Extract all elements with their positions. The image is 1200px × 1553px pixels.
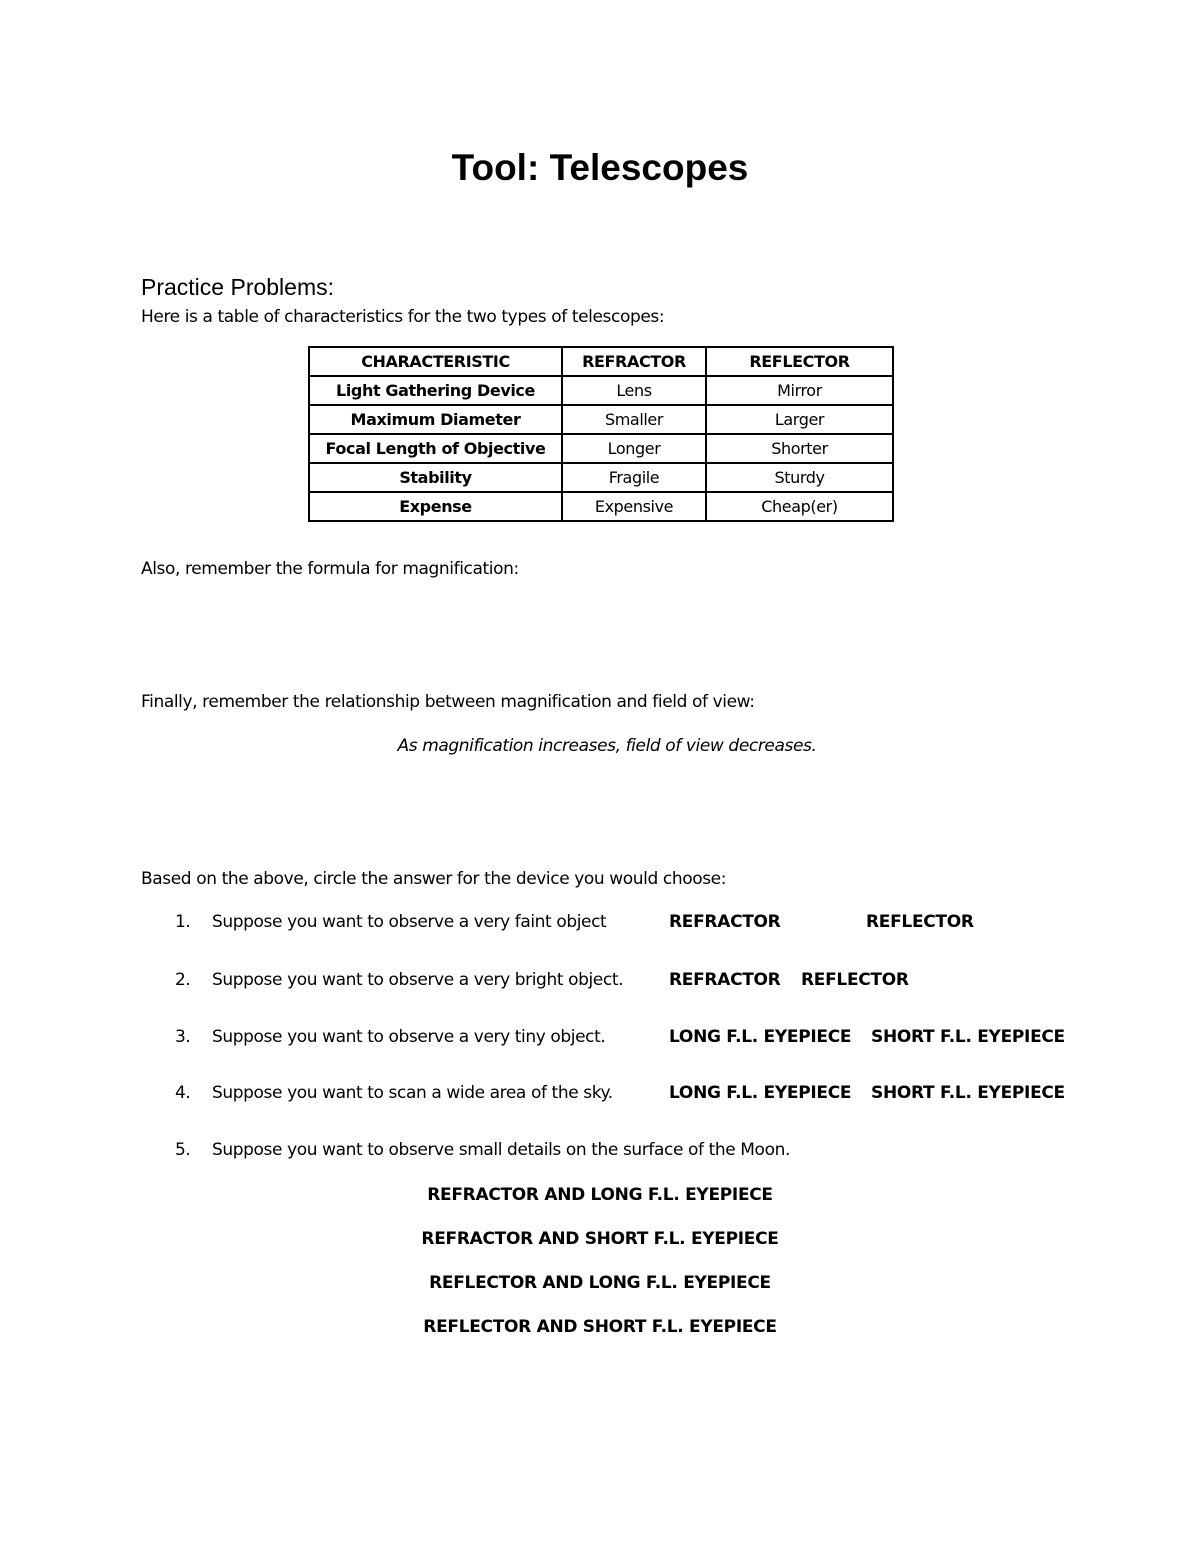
question-text: Suppose you want to observe a very bright object. xyxy=(212,970,624,990)
table-cell: Light Gathering Device xyxy=(309,376,562,405)
question-number: 2. xyxy=(175,970,191,990)
relationship-text: Finally, remember the relationship between magnification and field of view: xyxy=(141,692,755,712)
question-number: 1. xyxy=(175,912,191,932)
characteristics-table xyxy=(308,346,894,522)
table-cell: Stability xyxy=(309,463,562,492)
answer-option-refractor[interactable]: REFRACTOR xyxy=(669,912,781,932)
table-cell: Expense xyxy=(309,492,562,521)
table-cell: Smaller xyxy=(562,405,706,434)
answer-option-long-eyepiece[interactable]: LONG F.L. EYEPIECE xyxy=(669,1083,852,1103)
section-heading: Practice Problems: xyxy=(141,274,335,300)
table-row xyxy=(309,405,893,434)
table-cell: Lens xyxy=(562,376,706,405)
table-cell: Fragile xyxy=(562,463,706,492)
instructions-text: Based on the above, circle the answer for the device you would choose: xyxy=(141,869,727,889)
table-cell: Expensive xyxy=(562,492,706,521)
table-cell: Sturdy xyxy=(706,463,893,492)
table-cell: Cheap(er) xyxy=(706,492,893,521)
question-number: 3. xyxy=(175,1027,191,1047)
table-cell: Longer xyxy=(562,434,706,463)
answer-option-refractor-long[interactable]: REFRACTOR AND LONG F.L. EYEPIECE xyxy=(427,1185,773,1205)
table-header-row xyxy=(309,347,893,376)
answer-option-short-eyepiece[interactable]: SHORT F.L. EYEPIECE xyxy=(871,1083,1065,1103)
table-cell: Shorter xyxy=(706,434,893,463)
table-cell: Maximum Diameter xyxy=(309,405,562,434)
table-row xyxy=(309,376,893,405)
answer-option-reflector-short[interactable]: REFLECTOR AND SHORT F.L. EYEPIECE xyxy=(423,1317,777,1337)
question-text: Suppose you want to observe a very faint object xyxy=(212,912,607,932)
magnification-text: Also, remember the formula for magnification: xyxy=(141,559,519,579)
answer-option-reflector[interactable]: REFLECTOR xyxy=(866,912,974,932)
table-cell: Larger xyxy=(706,405,893,434)
question-text: Suppose you want to observe small details on the surface of the Moon. xyxy=(212,1140,790,1160)
table-header-cell: REFRACTOR xyxy=(562,347,706,376)
relationship-statement: As magnification increases, field of view decreases. xyxy=(397,736,817,756)
table-row xyxy=(309,463,893,492)
table-cell: Focal Length of Objective xyxy=(309,434,562,463)
answer-option-refractor[interactable]: REFRACTOR xyxy=(669,970,781,990)
answer-option-refractor-short[interactable]: REFRACTOR AND SHORT F.L. EYEPIECE xyxy=(421,1229,779,1249)
answer-option-long-eyepiece[interactable]: LONG F.L. EYEPIECE xyxy=(669,1027,852,1047)
table-row xyxy=(309,492,893,521)
question-text: Suppose you want to observe a very tiny object. xyxy=(212,1027,606,1047)
answer-option-reflector[interactable]: REFLECTOR xyxy=(801,970,909,990)
answer-option-short-eyepiece[interactable]: SHORT F.L. EYEPIECE xyxy=(871,1027,1065,1047)
question-number: 5. xyxy=(175,1140,191,1160)
table-row xyxy=(309,434,893,463)
question-number: 4. xyxy=(175,1083,191,1103)
table-header-cell: REFLECTOR xyxy=(706,347,893,376)
document-title: Tool: Telescopes xyxy=(451,147,749,188)
table-cell: Mirror xyxy=(706,376,893,405)
question-text: Suppose you want to scan a wide area of the sky. xyxy=(212,1083,613,1103)
intro-text: Here is a table of characteristics for the two types of telescopes: xyxy=(141,307,665,327)
table-header-cell: CHARACTERISTIC xyxy=(309,347,562,376)
answer-option-reflector-long[interactable]: REFLECTOR AND LONG F.L. EYEPIECE xyxy=(429,1273,771,1293)
